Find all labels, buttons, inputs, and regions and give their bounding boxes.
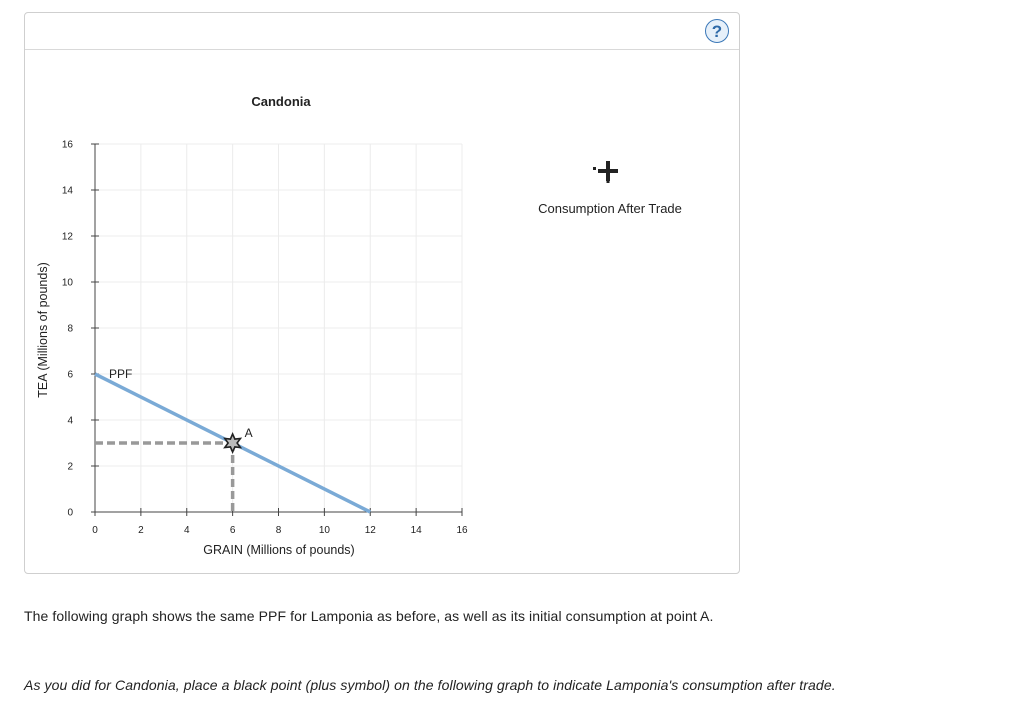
legend-label: Consumption After Trade: [538, 201, 682, 216]
x-tick-label: 4: [183, 525, 190, 536]
tick-labels: [62, 140, 468, 537]
point-a-label: A: [244, 426, 253, 440]
y-tick-label: 2: [67, 461, 73, 473]
y-tick-label: 16: [61, 139, 73, 151]
intro-text: The following graph shows the same PPF for Lamponia as before, as well as its initial consumption at point A.: [24, 608, 714, 624]
instruction-text: As you did for Candonia, place a black point (plus symbol) on the following graph to indicate Lamponia's consumption after trade.: [24, 677, 836, 693]
x-tick-label: 10: [318, 525, 330, 536]
x-tick-label: 8: [275, 525, 282, 536]
ppf-label: PPF: [109, 367, 133, 381]
y-tick-label: 14: [61, 185, 73, 197]
grid-lines: [95, 144, 462, 512]
consumption-after-trade-tool[interactable]: [538, 161, 682, 216]
y-tick-label: 6: [67, 369, 73, 381]
y-tick-label: 8: [67, 323, 73, 335]
y-tick-label: 10: [61, 277, 73, 289]
x-tick-label: 12: [364, 525, 376, 536]
x-tick-label: 16: [456, 525, 468, 536]
y-tick-label: 0: [67, 507, 73, 519]
y-tick-label: 12: [61, 231, 73, 243]
chart-title: Candonia: [251, 94, 311, 109]
point-a-marker: [225, 434, 241, 452]
help-icon[interactable]: ?: [705, 19, 729, 43]
x-tick-label: 6: [229, 525, 236, 536]
x-axis-label: GRAIN (Millions of pounds): [203, 543, 355, 557]
y-axis-label: TEA (Millions of pounds): [36, 262, 50, 398]
ppf-chart[interactable]: [25, 13, 741, 575]
y-tick-label: 4: [67, 415, 73, 427]
x-tick-label: 14: [410, 525, 422, 536]
x-tick-label: 2: [138, 525, 144, 536]
plus-icon[interactable]: [593, 161, 618, 183]
axes: [91, 144, 462, 516]
graph-panel: [24, 12, 740, 574]
x-tick-label: 0: [92, 525, 98, 536]
